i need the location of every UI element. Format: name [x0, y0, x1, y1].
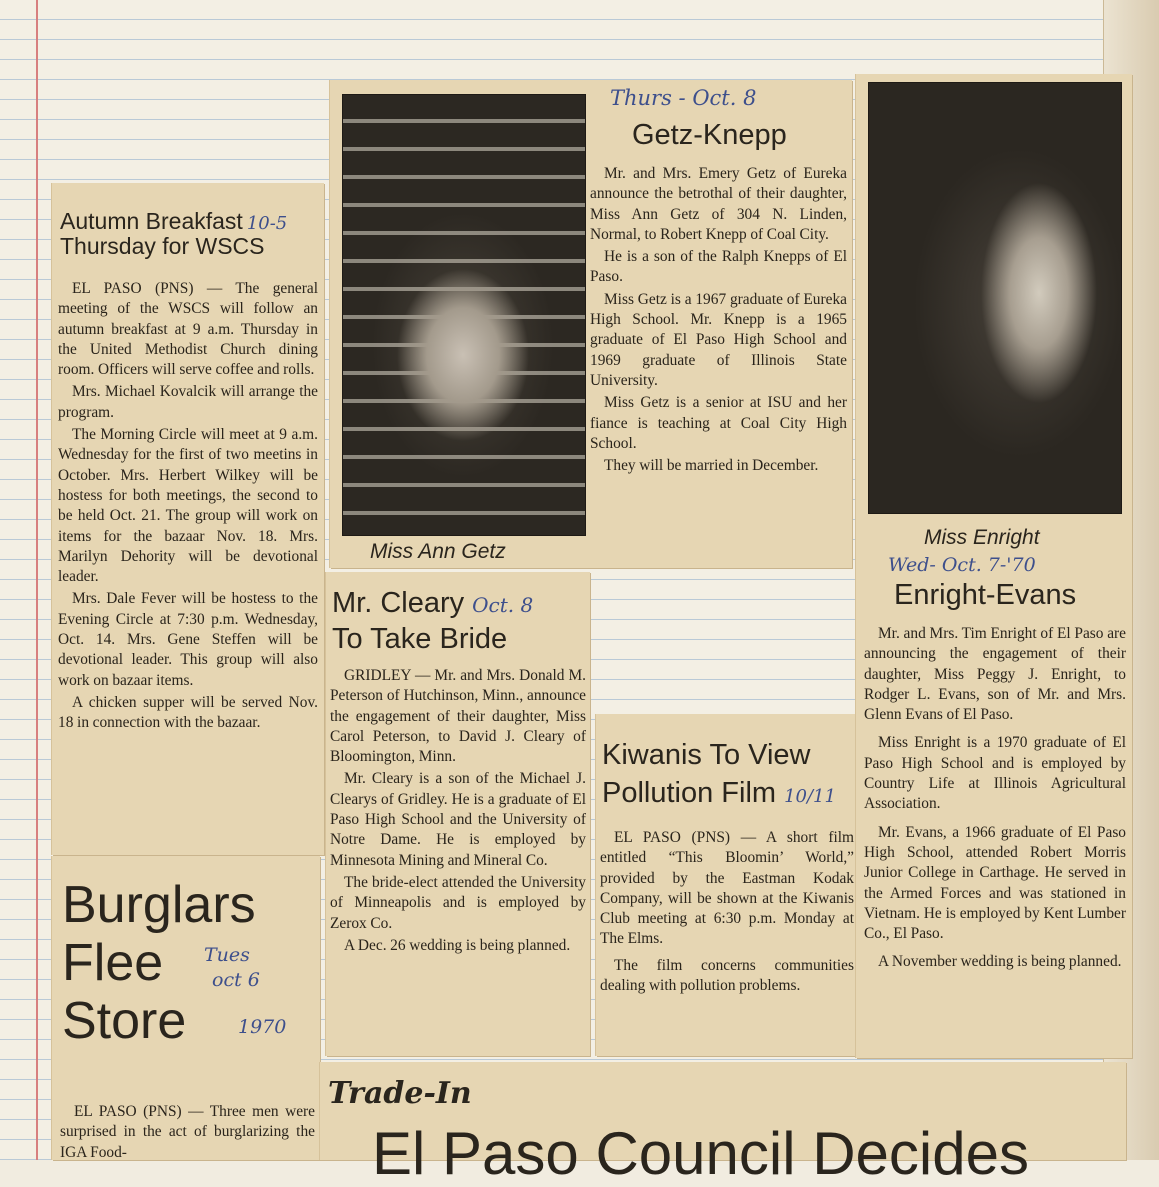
clipping-autumn-breakfast — [52, 183, 324, 855]
cleary-paragraph: A Dec. 26 wedding is being planned. — [344, 936, 571, 954]
clipping-council — [320, 1062, 1126, 1187]
autumn-handwritten-date: 10-5 — [246, 213, 288, 234]
kiwanis-paragraph: The film concerns communities dealing with pollution problems. — [600, 956, 854, 995]
clipping-mr-cleary — [326, 572, 590, 1056]
kiwanis-paragraph: EL PASO (PNS) — A short film entitled “This Bloomin’ World,” provided by the Eastman Kodak Company, will be shown at the Kiwanis Club meeting at 6:30 p.m. Monday at The Elms. — [600, 829, 854, 948]
burglars-headline-line-1: Burglars — [62, 876, 256, 934]
autumn-headline-line-1: Autumn Breakfast — [60, 208, 243, 234]
enright-headline: Enright-Evans — [894, 579, 1077, 611]
council-headline: El Paso Council Decides — [372, 1120, 1029, 1187]
autumn-paragraph: Mrs. Michael Kovalcik will arrange the program. — [58, 383, 318, 421]
cleary-headline-line-1: Mr. Cleary — [332, 587, 465, 619]
caption-miss-enright: Miss Enright — [924, 526, 1040, 549]
kiwanis-handwritten-date: 10/11 — [784, 786, 836, 807]
clipping-getz-knepp — [330, 80, 852, 568]
burglars-handwritten-day: Tues — [204, 944, 250, 966]
cleary-headline — [332, 586, 533, 656]
enright-paragraph: A November wedding is being planned. — [878, 953, 1122, 971]
autumn-headline-line-2: Thursday for WSCS — [60, 232, 265, 259]
photo-ann-getz — [342, 94, 586, 536]
photo-peggy-enright — [868, 82, 1122, 514]
getz-body — [590, 164, 847, 478]
kiwanis-headline-line-2: Pollution Film — [602, 777, 777, 809]
getz-paragraph: Miss Getz is a senior at ISU and her fiance is teaching at Coal City High School. — [590, 394, 847, 452]
autumn-paragraph: A chicken supper will be served Nov. 18 in connection with the bazaar. — [58, 693, 318, 732]
enright-paragraph: Mr. Evans, a 1966 graduate of El Paso High School, attended Robert Morris Junior College in Carthage. He served in the Armed Forces and was stationed in Vietnam. He is employed by Kent Lumber Co., El Paso. — [864, 823, 1126, 943]
clipping-kiwanis — [596, 714, 858, 1056]
enright-paragraph: Mr. and Mrs. Tim Enright of El Paso are announcing the engagement of their daughter, Miss Peggy J. Enright, to Rodger L. Evans, son of Mr. and Mrs. Glenn Evans of El Paso. — [864, 625, 1126, 724]
getz-paragraph: Miss Getz is a 1967 graduate of Eureka High School. Mr. Knepp is a 1965 graduate of El Paso High School and 1969 graduate of Illinois State University. — [590, 290, 847, 389]
cleary-handwritten-date: Oct. 8 — [472, 593, 534, 617]
cleary-body — [330, 666, 586, 958]
autumn-headline — [60, 209, 360, 259]
enright-body — [864, 624, 1126, 975]
cleary-paragraph: Mr. Cleary is a son of the Michael J. Clearys of Gridley. He is a graduate of El Paso High School and the University of Notre Dame. He is employed by Minnesota Mining and Mineral Co. — [330, 770, 586, 869]
getz-handwritten-date: Thurs - Oct. 8 — [610, 86, 757, 110]
enright-handwritten-date: Wed- Oct. 7-'70 — [888, 554, 1036, 576]
burglars-headline-line-3: Store — [62, 992, 187, 1050]
autumn-body — [58, 279, 318, 736]
clipping-burglars — [52, 856, 320, 1160]
autumn-paragraph: EL PASO (PNS) — The general meeting of the WSCS will follow an autumn breakfast at 9 a.m. Thursday in the United Methodist Church dining room. Officers will serve coffee and rolls. — [58, 280, 318, 379]
cleary-headline-line-2: To Take Bride — [332, 623, 508, 655]
kiwanis-body — [600, 828, 854, 998]
kiwanis-headline-line-1: Kiwanis To View — [602, 739, 811, 771]
burglars-body — [60, 1102, 315, 1165]
clipping-enright-evans — [856, 74, 1132, 1058]
burglars-handwritten-date: oct 6 — [212, 969, 260, 991]
autumn-paragraph: Mrs. Dale Fever will be hostess to the Evening Circle at 7:30 p.m. Wednesday, Oct. 14. Mrs. Gene Steffen will be devotional leader. This group will also work on bazaar items. — [58, 590, 318, 689]
getz-paragraph: He is a son of the Ralph Knepps of El Paso. — [590, 248, 847, 286]
getz-headline: Getz-Knepp — [632, 119, 787, 151]
cleary-paragraph: GRIDLEY — Mr. and Mrs. Donald M. Peterson of Hutchinson, Minn., announce the engagement of their daughter, Miss Carol Peterson, to David J. Cleary of Bloomington, Minn. — [330, 667, 586, 766]
cleary-paragraph: The bride-elect attended the University of Minneapolis and is employed by Zerox Co. — [330, 873, 586, 932]
autumn-paragraph: The Morning Circle will meet at 9 a.m. Wednesday for the first of two meetins in October. Mrs. Herbert Wilkey will be hostess for both meetings, the second to be held Oct. 21. The group will work on items for the bazaar Nov. 18. Mrs. Marilyn Dehority will be devotional leader. — [58, 426, 318, 586]
burglars-headline-line-2: Flee — [62, 934, 164, 992]
kiwanis-headline — [602, 736, 836, 816]
burglars-handwritten-year: 1970 — [238, 1016, 287, 1038]
enright-paragraph: Miss Enright is a 1970 graduate of El Paso High School and is employed by Country Life at Illinois Agricultural Association. — [864, 734, 1126, 813]
getz-paragraph: They will be married in December. — [604, 457, 819, 475]
burglars-paragraph: EL PASO (PNS) — Three men were surprised in the act of burglarizing the IGA Food- — [60, 1103, 315, 1161]
getz-paragraph: Mr. and Mrs. Emery Getz of Eureka announce the betrothal of their daughter, Miss Ann Getz of 304 N. Linden, Normal, to Robert Knepp of Coal City. — [590, 165, 847, 243]
council-kicker: Trade-In — [328, 1076, 472, 1111]
caption-ann-getz: Miss Ann Getz — [370, 540, 506, 563]
